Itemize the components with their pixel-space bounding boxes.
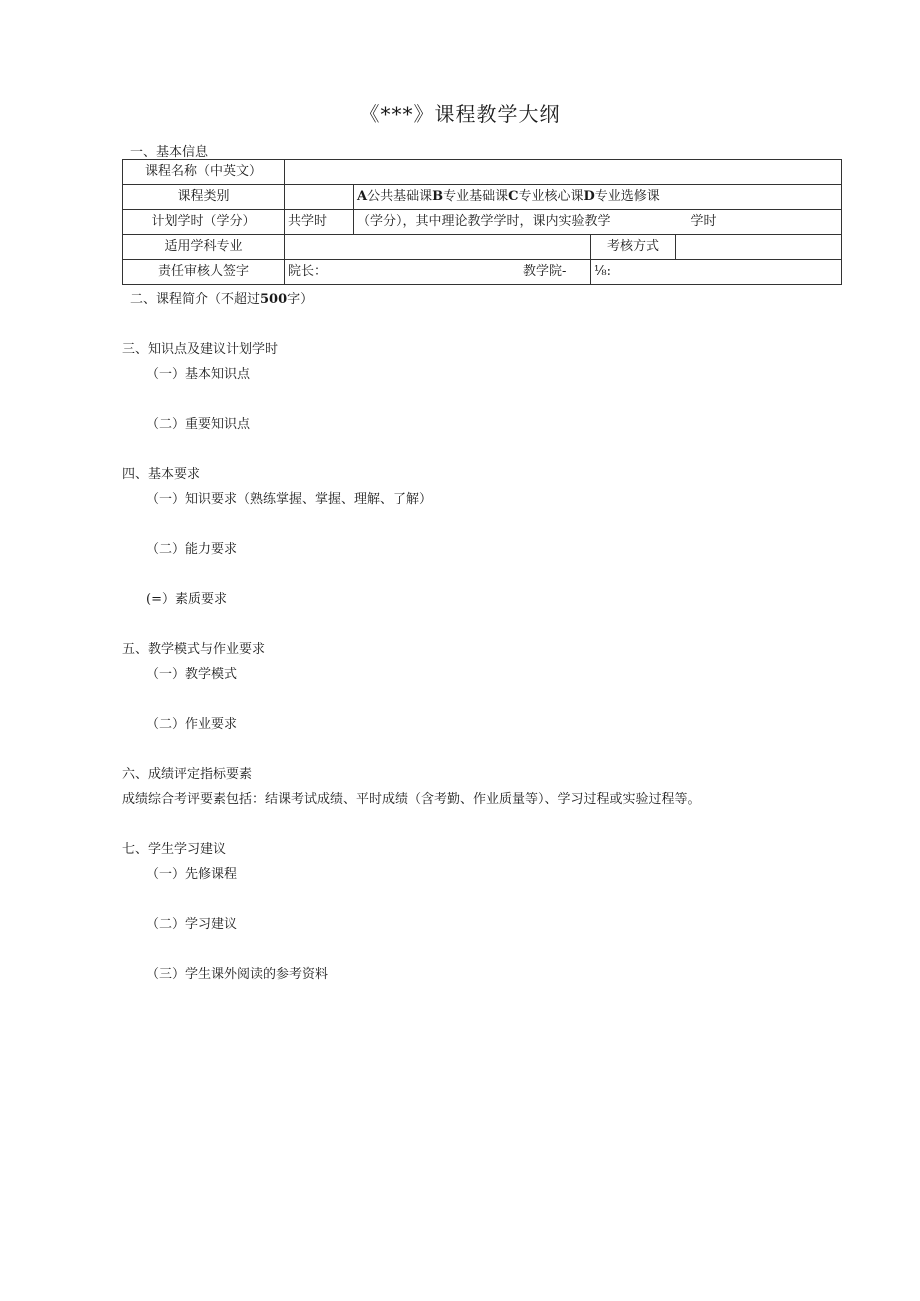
section-teaching-mode: 五、教学模式与作业要求	[122, 642, 266, 657]
table-row-course-name	[123, 160, 842, 185]
subsection-teaching-mode: （一）教学模式	[146, 667, 238, 682]
basic-info-table	[122, 159, 842, 285]
subsection-homework: （二）作业要求	[146, 717, 238, 732]
table-row-planned-hours	[123, 210, 842, 235]
section-basic-info: 一、基本信息	[130, 145, 209, 160]
section-basic-requirements: 四、基本要求	[122, 467, 201, 482]
subsection-key-knowledge: （二）重要知识点	[146, 417, 251, 432]
section-study-advice: 七、学生学习建议	[122, 842, 227, 857]
exam-method-value	[676, 235, 842, 260]
total-hours: 共学时	[285, 210, 354, 235]
hours-breakdown: （学分），其中理论教学学时，课内实验教学 学时	[354, 210, 842, 235]
document-title: 《***》课程教学大纲	[359, 102, 561, 126]
signature-end: ⅛:	[591, 260, 842, 285]
course-name-value	[285, 160, 842, 185]
course-category-options: A公共基础课B专业基础课C专业核心课D专业选修课	[354, 185, 842, 210]
subsection-reference-reading: （三）学生课外阅读的参考资料	[146, 967, 329, 982]
subsection-knowledge-requirements: （一）知识要求（熟练掌握、掌握、理解、了解）	[146, 492, 433, 507]
applicable-major-label: 适用学科专业	[123, 235, 285, 260]
table-row-reviewer-signature	[123, 260, 842, 285]
subsection-quality-requirements: (=）素质要求	[146, 592, 227, 607]
course-name-label: 课程名称（中英文）	[123, 160, 285, 185]
section-grading: 六、成绩评定指标要素	[122, 767, 253, 782]
course-category-label: 课程类别	[123, 185, 285, 210]
planned-hours-label: 计划学时（学分）	[123, 210, 285, 235]
applicable-major-value	[285, 235, 591, 260]
table-row-course-category	[123, 185, 842, 210]
section-knowledge-points: 三、知识点及建议计划学时	[122, 342, 279, 357]
subsection-ability-requirements: （二）能力要求	[146, 542, 238, 557]
signature-dean: 院长： 教学院-	[285, 260, 591, 285]
course-category-blank	[285, 185, 354, 210]
subsection-prerequisites: （一）先修课程	[146, 867, 238, 882]
reviewer-signature-label: 责任审核人签字	[123, 260, 285, 285]
section-course-intro: 二、课程简介（不超过500字）	[130, 292, 314, 307]
subsection-study-suggestions: （二）学习建议	[146, 917, 238, 932]
subsection-basic-knowledge: （一）基本知识点	[146, 367, 251, 382]
exam-method-label: 考核方式	[591, 235, 676, 260]
grading-description: 成绩综合考评要素包括：结课考试成绩、平时成绩（含考勤、作业质量等）、学习过程或实验过程等。	[122, 792, 701, 807]
table-row-applicable-major	[123, 235, 842, 260]
